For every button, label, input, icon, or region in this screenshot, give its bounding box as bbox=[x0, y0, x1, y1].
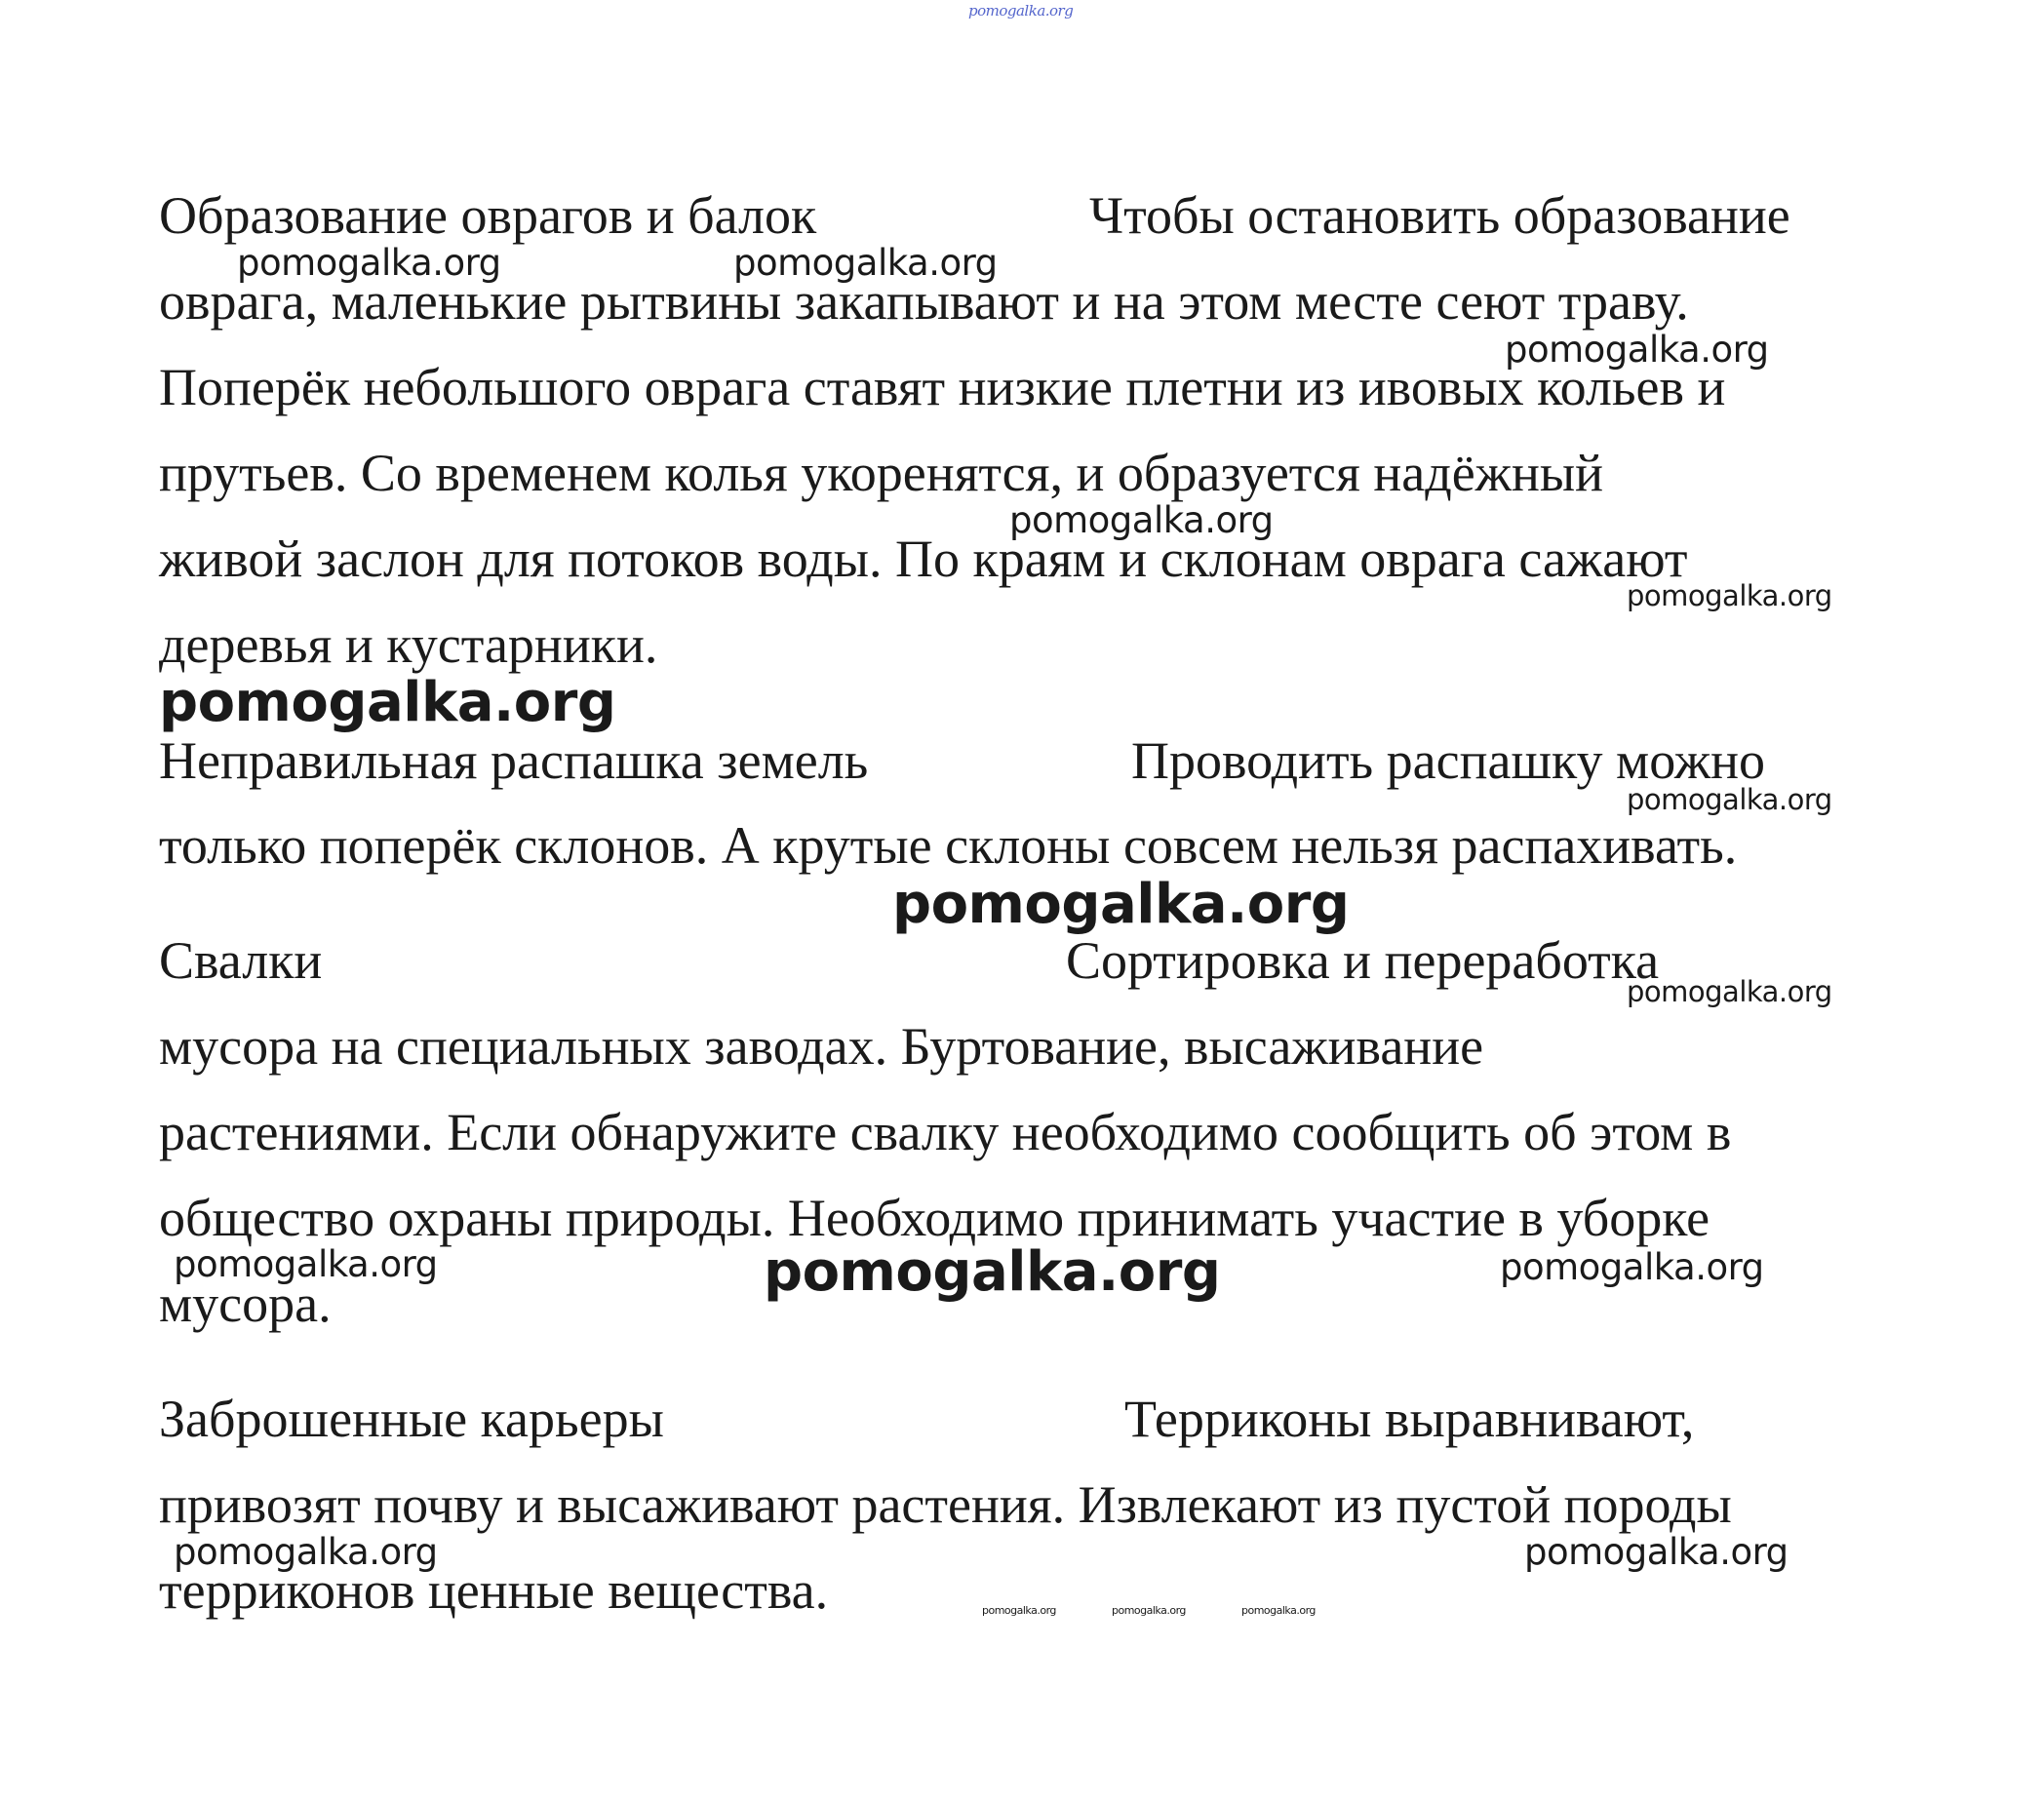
text-line: Поперёк небольшого оврага ставят низкие плетни из ивовых кольев и bbox=[159, 358, 1726, 416]
text-line: терриконов ценные вещества. bbox=[159, 1561, 829, 1620]
section-text-start: Терриконы выравнивают, bbox=[1124, 1390, 1695, 1448]
watermark: pomogalka.org bbox=[237, 242, 501, 284]
text-line: оврага, маленькие рытвины закапывают и на этом месте сеют траву. bbox=[159, 272, 1689, 331]
section-title: Заброшенные карьеры bbox=[159, 1390, 664, 1448]
watermark: pomogalka.org bbox=[1524, 1531, 1788, 1573]
watermark: pomogalka.org bbox=[174, 1243, 438, 1285]
section-text-start: Проводить распашку можно bbox=[1131, 731, 1766, 790]
text-line: только поперёк склонов. А крутые склоны совсем нельзя распахивать. bbox=[159, 816, 1738, 875]
watermark: pomogalka.org bbox=[174, 1531, 438, 1573]
text-line: деревья и кустарники. bbox=[159, 615, 658, 674]
watermark-top: pomogalka.org bbox=[968, 2, 1074, 20]
text-line: мусора. bbox=[159, 1275, 332, 1333]
watermark: pomogalka.org bbox=[1009, 499, 1274, 541]
text-line: растениями. Если обнаружите свалку необходимо сообщить об этом в bbox=[159, 1103, 1732, 1161]
watermark: pomogalka.org bbox=[1627, 783, 1832, 816]
watermark: pomogalka.org bbox=[892, 873, 1350, 936]
watermark: pomogalka.org bbox=[1500, 1246, 1764, 1288]
text-line: мусора на специальных заводах. Буртование, высаживание bbox=[159, 1017, 1484, 1076]
section-text-start: Чтобы остановить образование bbox=[1089, 186, 1790, 245]
watermark: pomogalka.org bbox=[733, 242, 998, 284]
text-line: прутьев. Со временем колья укоренятся, и образуется надёжный bbox=[159, 444, 1604, 502]
watermark: pomogalka.org bbox=[764, 1240, 1221, 1304]
watermark: pomogalka.org bbox=[982, 1604, 1056, 1617]
section-title: Свалки bbox=[159, 931, 323, 990]
watermark: pomogalka.org bbox=[159, 671, 616, 734]
watermark: pomogalka.org bbox=[1505, 329, 1769, 371]
text-line: привозят почву и высаживают растения. Извлекают из пустой породы bbox=[159, 1475, 1732, 1534]
section-title: Образование оврагов и балок bbox=[159, 186, 817, 245]
watermark: pomogalka.org bbox=[1112, 1604, 1186, 1617]
section-text-start: Сортировка и переработка bbox=[1066, 931, 1660, 990]
watermark: pomogalka.org bbox=[1627, 579, 1832, 612]
watermark: pomogalka.org bbox=[1241, 1604, 1316, 1617]
text-line: живой заслон для потоков воды. По краям и склонам оврага сажают bbox=[159, 529, 1688, 588]
section-title: Неправильная распашка земель bbox=[159, 731, 869, 790]
watermark: pomogalka.org bbox=[1627, 975, 1832, 1008]
text-line: общество охраны природы. Необходимо принимать участие в уборке bbox=[159, 1189, 1710, 1247]
